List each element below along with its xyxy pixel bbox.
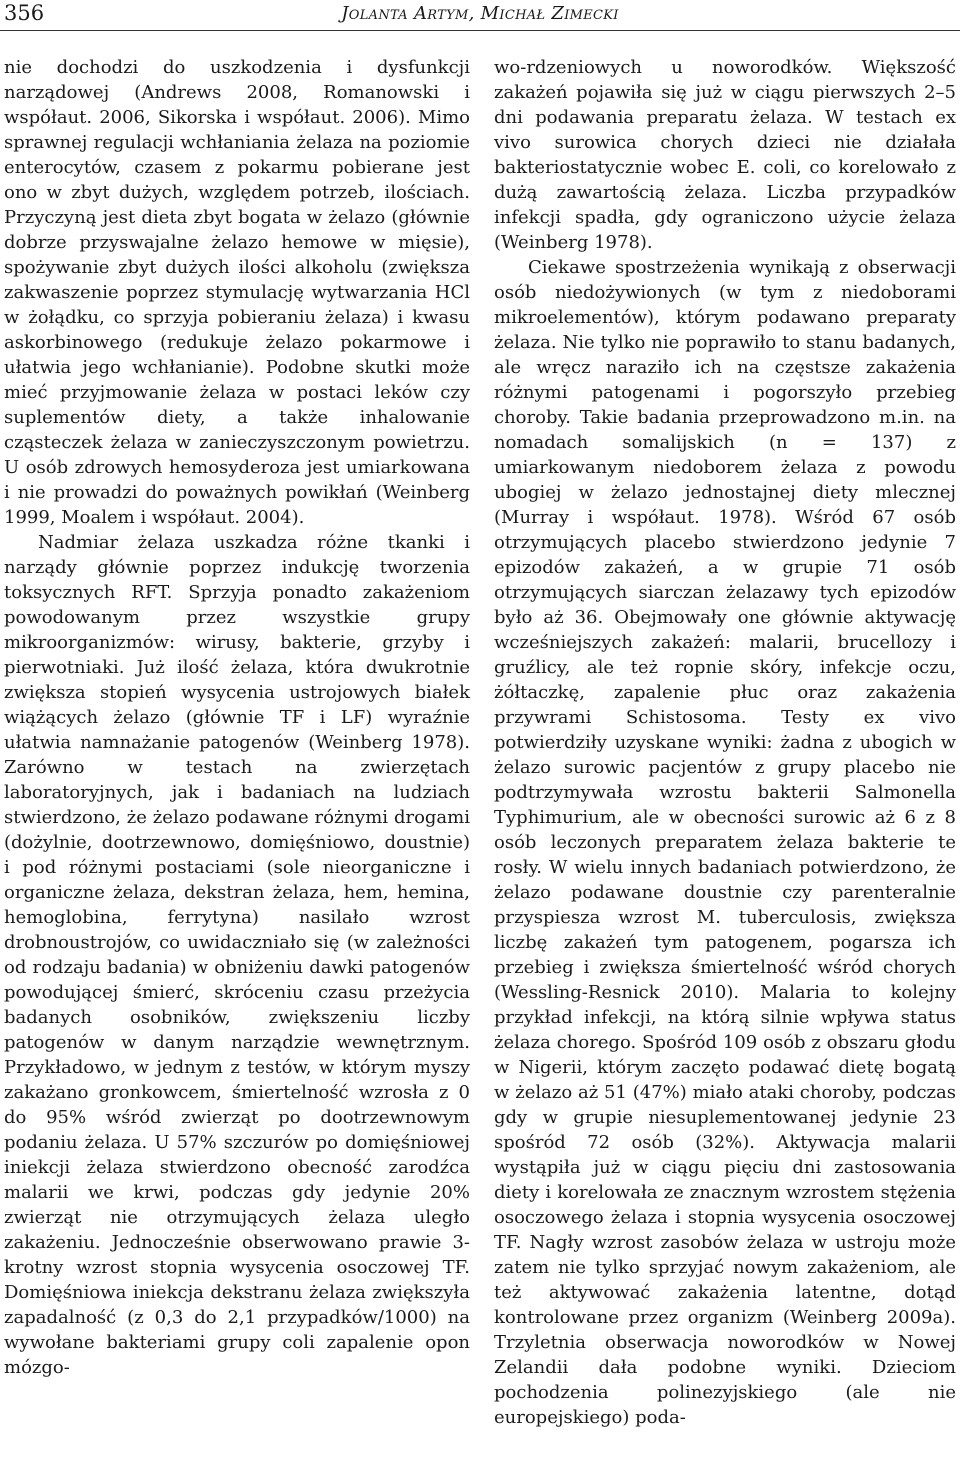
page-number: 356 xyxy=(4,1,45,25)
header-rule xyxy=(0,30,960,31)
paragraph: Nadmiar żelaza uszkadza różne tkanki i narządy głównie poprzez indukcję tworzenia toksycznych RFT. Sprzyja ponadto zakażeniom powodowanym przez wszystkie grupy mikroorganizmów: wirusy, bakterie, grzyby i pierwotniaki. Już ilość żelaza, która dwukrotnie zwiększa stopień wysycenia ustrojowych białek wiążących żelazo (głównie TF i LF) wyraźnie ułatwia namnażanie patogenów (Weinberg 1978). Zarówno w testach na zwierzętach laboratoryjnych, jak i badaniach na ludziach stwierdzono, że żelazo podawane różnymi drogami (dożylnie, dootrzewnowo, domięśniowo, doustnie) i pod różnymi postaciami (sole nieorganiczne i organiczne żelaza, dekstran żelaza, hem, hemina, hemoglobina, ferrytyna) nasilało wzrost drobnoustrojów, co uwidaczniało się (w zależności od rodzaju badania) w obniżeniu dawki patogenów powodującej śmierć, skróceniu czasu przeżycia badanych osobników, zwiększeniu liczby patogenów w danym narządzie wewnętrznym. Przykładowo, w jednym z testów, w którym myszy zakażano gronkowcem, śmiertelność wzrosła z 0 do 95% wśród zwierząt po dootrzewnowym podaniu żelaza. U 57% szczurów po domięśniowej iniekcji żelaza stwierdzono obecność zarodźca malarii we krwi, podczas gdy jedynie 20% zwierząt nie otrzymujących żelaza uległo zakażeniu. Jednocześnie obserwowano prawie 3-krotny wzrost stopnia wysycenia osoczowej TF. Domięśniowa iniekcja dekstranu żelaza zwiększyła zapadalność (z 0,3 do 2,1 przypadków/1000) na wywołane bakteriami grupy coli zapalenie opon mózgo- xyxy=(4,532,470,1378)
right-column xyxy=(494,55,956,1430)
paragraph: wo-rdzeniowych u noworodków. Większość zakażeń pojawiła się już w ciągu pierwszych 2–5 dni podawania preparatu żelaza. W testach ex vivo surowica chorych dzieci nie działała bakteriostatycznie wobec E. coli, co korelowało z dużą zawartością żelaza. Liczba przypadków infekcji spadła, gdy ograniczono użycie żelaza (Weinberg 1978). xyxy=(494,57,956,253)
running-head xyxy=(0,0,960,34)
left-column xyxy=(4,55,470,1380)
running-head-authors: Jolanta Artym, Michał Zimecki xyxy=(341,3,619,24)
paragraph: nie dochodzi do uszkodzenia i dysfunkcji narządowej (Andrews 2008, Romanowski i współaut. 2006, Sikorska i współaut. 2006). Mimo sprawnej regulacji wchłaniania żelaza na poziomie enterocytów, czasem z pokarmu pobierane jest ono w zbyt dużych, względem potrzeb, ilościach. Przyczyną jest dieta zbyt bogata w żelazo (głównie dobrze przyswajalne żelazo hemowe w mięsie), spożywanie zbyt dużych ilości alkoholu (zwiększa zakwaszenie poprzez stymulację wytwarzania HCl w żołądku, co sprzyja pobieraniu żelaza) i kwasu askorbinowego (redukuje żelazo pokarmowe i ułatwia jego wchłanianie). Podobne skutki może mieć przyjmowanie żelaza w postaci leków czy suplementów diety, a także inhalowanie cząsteczek żelaza w zanieczyszczonym powietrzu. U osób zdrowych hemosyderoza jest umiarkowana i nie prowadzi do poważnych powikłań (Weinberg 1999, Moalem i współaut. 2004). xyxy=(4,57,470,528)
paragraph: Ciekawe spostrzeżenia wynikają z obserwacji osób niedożywionych (w tym z niedoborami mikroelementów), którym podawano preparaty żelaza. Nie tylko nie poprawiło to stanu badanych, ale wręcz naraziło ich na częstsze zakażenia różnymi patogenami i pogorszyło przebieg choroby. Takie badania przeprowadzono m.in. na nomadach somalijskich (n = 137) z umiarkowanym niedoborem żelaza z powodu ubogiej w żelazo jednostajnej diety mlecznej (Murray i współaut. 1978). Wśród 67 osób otrzymujących placebo stwierdzono jedynie 7 epizodów zakażeń, a w grupie 71 osób otrzymujących siarczan żelazawy tych epizodów było aż 36. Obejmowały one głównie aktywację wcześniejszych zakażeń: malarii, brucellozy i gruźlicy, ale też ropnie skóry, infekcje oczu, żółtaczkę, zapalenie płuc oraz zakażenia przywrami Schistosoma. Testy ex vivo potwierdziły uzyskane wyniki: żadna z ubogich w żelazo surowic pacjentów z grupy placebo nie podtrzymywała wzrostu bakterii Salmonella Typhimurium, ale w obecności surowic aż 6 z 8 osób leczonych preparatem żelaza bakterie te rosły. W wielu innych badaniach potwierdzono, że żelazo podawane doustnie czy parenteralnie przyspiesza wzrost M. tuberculosis, zwiększa liczbę zakażeń tym patogenem, pogarsza ich przebieg i zwiększa śmiertelność wśród chorych (Wessling-Resnick 2010). Malaria to kolejny przykład infekcji, na którą silnie wpływa status żelaza chorego. Spośród 109 osób z obszaru głodu w Nigerii, którym zaczęto podawać dietę bogatą w żelazo aż 51 (47%) miało ataki choroby, podczas gdy w grupie niesuplementowanej jedynie 23 spośród 72 osób (32%). Aktywacja malarii wystąpiła już w ciągu pięciu dni zastosowania diety i korelowała ze znacznym wzrostem stężenia osoczowego żelaza i stopnia wysycenia osoczowej TF. Nagły wzrost zasobów żelaza w ustroju może zatem nie tylko sprzyjać nowym zakażeniom, ale też aktywować zakażenia latentne, dotąd kontrolowane przez organizm (Weinberg 2009a). Trzyletnia obserwacja noworodków w Nowej Zelandii dała podobne wyniki. Dzieciom pochodzenia polinezyjskiego (ale nie europejskiego) poda- xyxy=(494,257,956,1428)
